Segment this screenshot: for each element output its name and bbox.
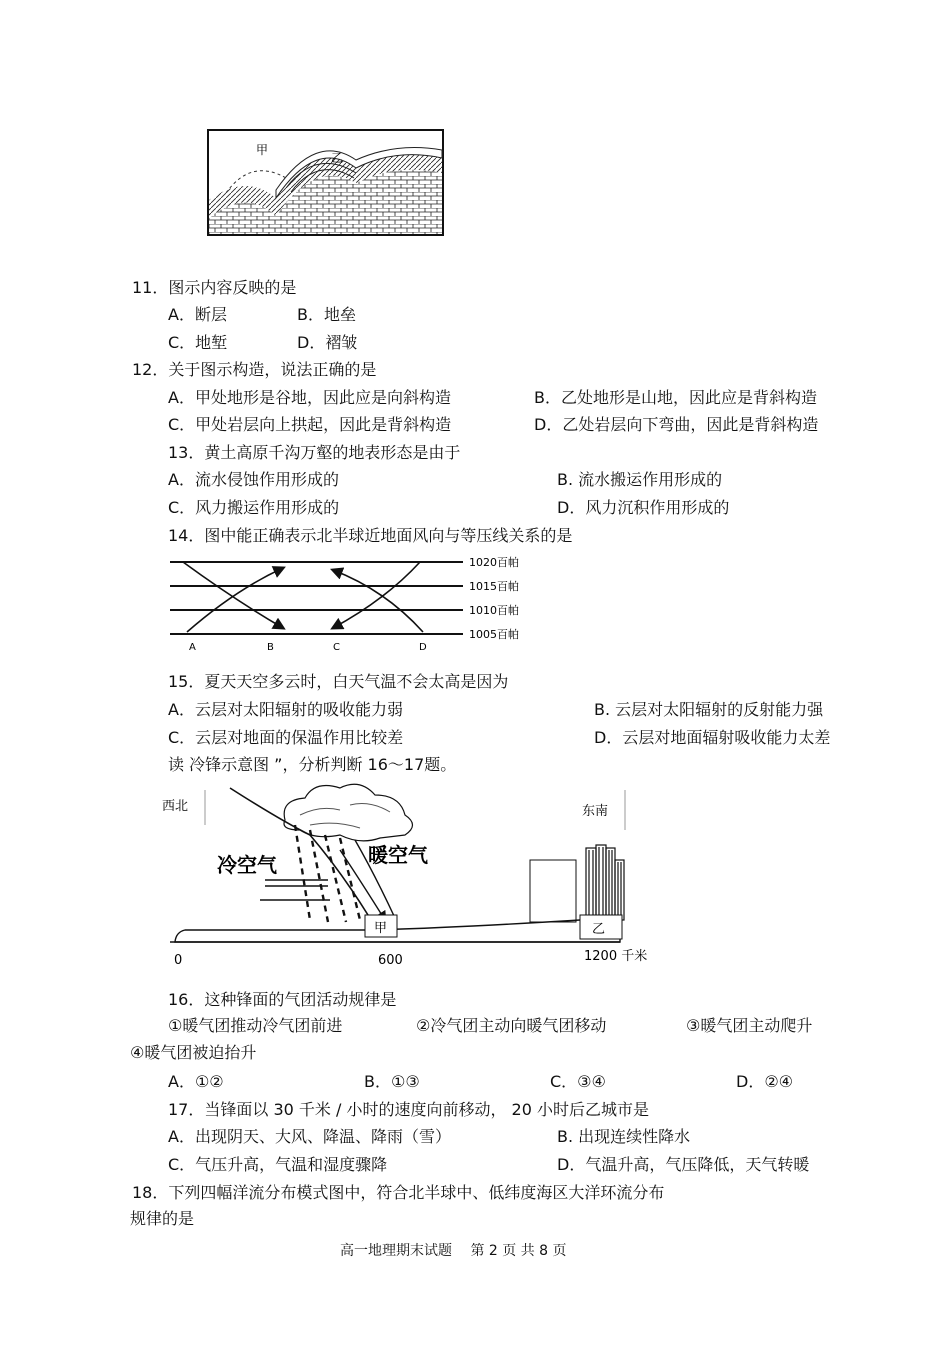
location-yi: 乙 — [592, 922, 606, 937]
q16-statement-3: ③暖气团主动爬升 — [686, 1016, 813, 1035]
point-label-b: B — [267, 642, 274, 653]
q12-option-b: B．乙处地形是山地，因此应是背斜构造 — [534, 388, 817, 407]
isobar-label-1005: 1005百帕 — [469, 628, 519, 641]
q16-stem: 16．这种锋面的气团活动规律是 — [168, 990, 397, 1009]
q15-option-a: A．云层对太阳辐射的吸收能力弱 — [168, 700, 403, 719]
q11-option-a: A．断层 — [168, 305, 227, 324]
q16-option-a: A．①② — [168, 1072, 224, 1091]
q18-stem-line1: 18．下列四幅洋流分布模式图中，符合北半球中、低纬度海区大洋环流分布 — [132, 1183, 665, 1202]
label-warm-air: 暖空气 — [368, 843, 428, 867]
q17-option-b: B. 出现连续性降水 — [557, 1127, 691, 1146]
label-cold-air: 冷空气 — [217, 853, 277, 877]
q17-option-a: A．出现阴天、大风、降温、降雨（雪） — [168, 1127, 451, 1146]
q17-stem: 17．当锋面以 30 千米 / 小时的速度向前移动， 20 小时后乙城市是 — [168, 1100, 649, 1119]
point-label-c: C — [333, 642, 340, 653]
cold-front-figure — [150, 780, 660, 970]
cold-front-intro: 读 冷锋示意图 ”，分析判断 16～17题。 — [168, 755, 457, 774]
q16-statement-2: ②冷气团主动向暖气团移动 — [416, 1016, 607, 1035]
point-label-a: A — [189, 642, 196, 653]
page-footer: 高一地理期末试题 第 2 页 共 8 页 — [340, 1243, 567, 1259]
isobar-label-1015: 1015百帕 — [469, 580, 519, 593]
isobar-label-1010: 1010百帕 — [469, 604, 519, 617]
q15-option-b: B. 云层对太阳辐射的反射能力强 — [594, 700, 824, 719]
q16-option-d: D．②④ — [736, 1072, 794, 1091]
location-jia: 甲 — [374, 921, 388, 936]
q16-option-b: B．①③ — [364, 1072, 420, 1091]
fold-structure-figure — [206, 128, 446, 238]
isobar-label-1020: 1020百帕 — [469, 556, 519, 569]
q17-option-d: D．气温升高，气压降低，天气转暖 — [557, 1155, 810, 1174]
q13-option-d: D．风力沉积作用形成的 — [557, 498, 730, 517]
q12-option-d: D．乙处岩层向下弯曲，因此是背斜构造 — [534, 415, 819, 434]
q16-statement-4: ④暖气团被迫抬升 — [130, 1043, 257, 1062]
q13-option-c: C．风力搬运作用形成的 — [168, 498, 340, 517]
distance-600: 600 — [378, 953, 403, 968]
q16-statement-1: ①暖气团推动冷气团前进 — [168, 1016, 343, 1035]
q16-option-c: C．③④ — [550, 1072, 606, 1091]
point-label-d: D — [419, 642, 427, 653]
q15-stem: 15．夏天天空多云时，白天气温不会太高是因为 — [168, 672, 509, 691]
isobar-wind-figure — [165, 550, 535, 655]
q11-stem: 11．图示内容反映的是 — [132, 278, 297, 297]
direction-northwest: 西北 — [162, 799, 189, 814]
q12-stem: 12．关于图示构造，说法正确的是 — [132, 360, 377, 379]
q17-option-c: C．气压升高，气温和湿度骤降 — [168, 1155, 388, 1174]
distance-0: 0 — [174, 953, 183, 968]
q15-option-c: C．云层对地面的保温作用比较差 — [168, 728, 404, 747]
q15-option-d: D．云层对地面辐射吸收能力太差 — [594, 728, 831, 747]
q13-option-a: A．流水侵蚀作用形成的 — [168, 470, 339, 489]
q12-option-a: A．甲处地形是谷地，因此应是向斜构造 — [168, 388, 451, 407]
fold-label-yi: 乙 — [331, 151, 344, 165]
q11-option-c: C．地堑 — [168, 333, 228, 352]
q11-option-d: D．褶皱 — [297, 333, 358, 352]
direction-southeast: 东南 — [582, 804, 609, 819]
distance-1200: 1200 千米 — [584, 949, 648, 964]
q14-stem: 14．图中能正确表示北半球近地面风向与等压线关系的是 — [168, 526, 573, 545]
q18-stem-line2: 规律的是 — [130, 1209, 195, 1228]
q13-option-b: B. 流水搬运作用形成的 — [557, 470, 723, 489]
q11-option-b: B．地垒 — [297, 305, 356, 324]
fold-label-jia: 甲 — [256, 143, 269, 157]
q13-stem: 13．黄土高原千沟万壑的地表形态是由于 — [168, 443, 461, 462]
q12-option-c: C．甲处岩层向上拱起，因此是背斜构造 — [168, 415, 452, 434]
